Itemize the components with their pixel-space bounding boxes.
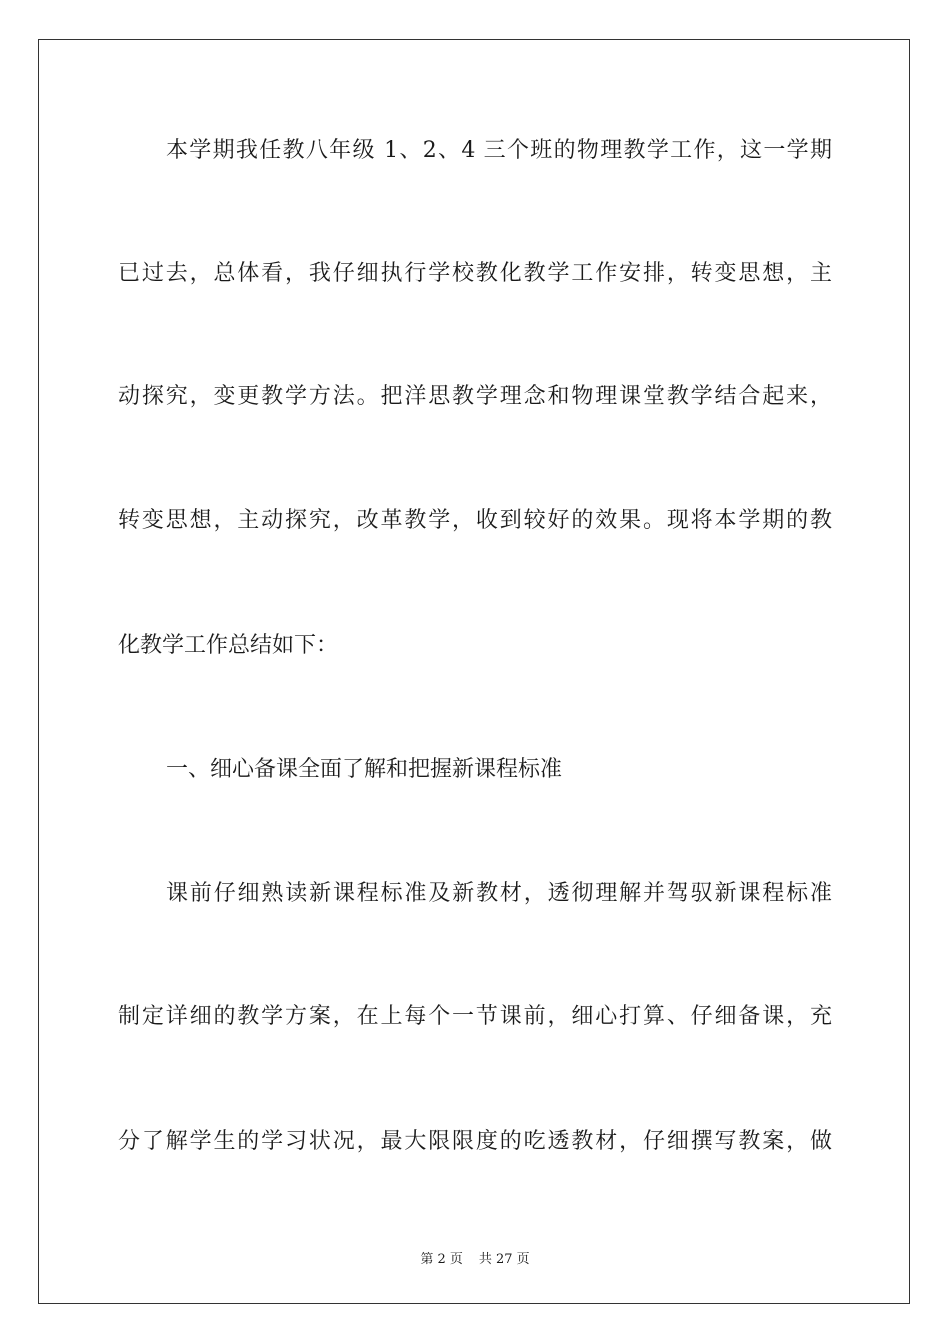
section-heading: 一、细心备课全面了解和把握新课程标准 — [166, 757, 563, 782]
paragraph-line-9: 分了解学生的学习状况，最大限限度的吃透教材，仔细撰写教案，做 — [118, 1129, 832, 1154]
paragraph-line-7: 课前仔细熟读新课程标准及新教材，透彻理解并驾驭新课程标准 — [166, 881, 832, 906]
paragraph-line-1: 本学期我任教八年级 1、2、4 三个班的物理教学工作，这一学期 — [166, 138, 832, 163]
paragraph-line-5: 化教学工作总结如下： — [118, 633, 339, 658]
page-border — [38, 39, 910, 1304]
paragraph-line-4: 转变思想，主动探究，改革教学，收到较好的效果。现将本学期的教 — [118, 508, 832, 533]
paragraph-line-2: 已过去，总体看，我仔细执行学校教化教学工作安排，转变思想，主 — [118, 261, 832, 286]
paragraph-line-3: 动探究，变更教学方法。把洋思教学理念和物理课堂教学结合起来， — [118, 384, 832, 409]
page-number: 第 2 页 — [420, 1252, 463, 1267]
paragraph-line-8: 制定详细的教学方案，在上每个一节课前，细心打算、仔细备课，充 — [118, 1004, 832, 1029]
page-total: 共 27 页 — [478, 1252, 530, 1267]
page-footer — [0, 1248, 950, 1267]
